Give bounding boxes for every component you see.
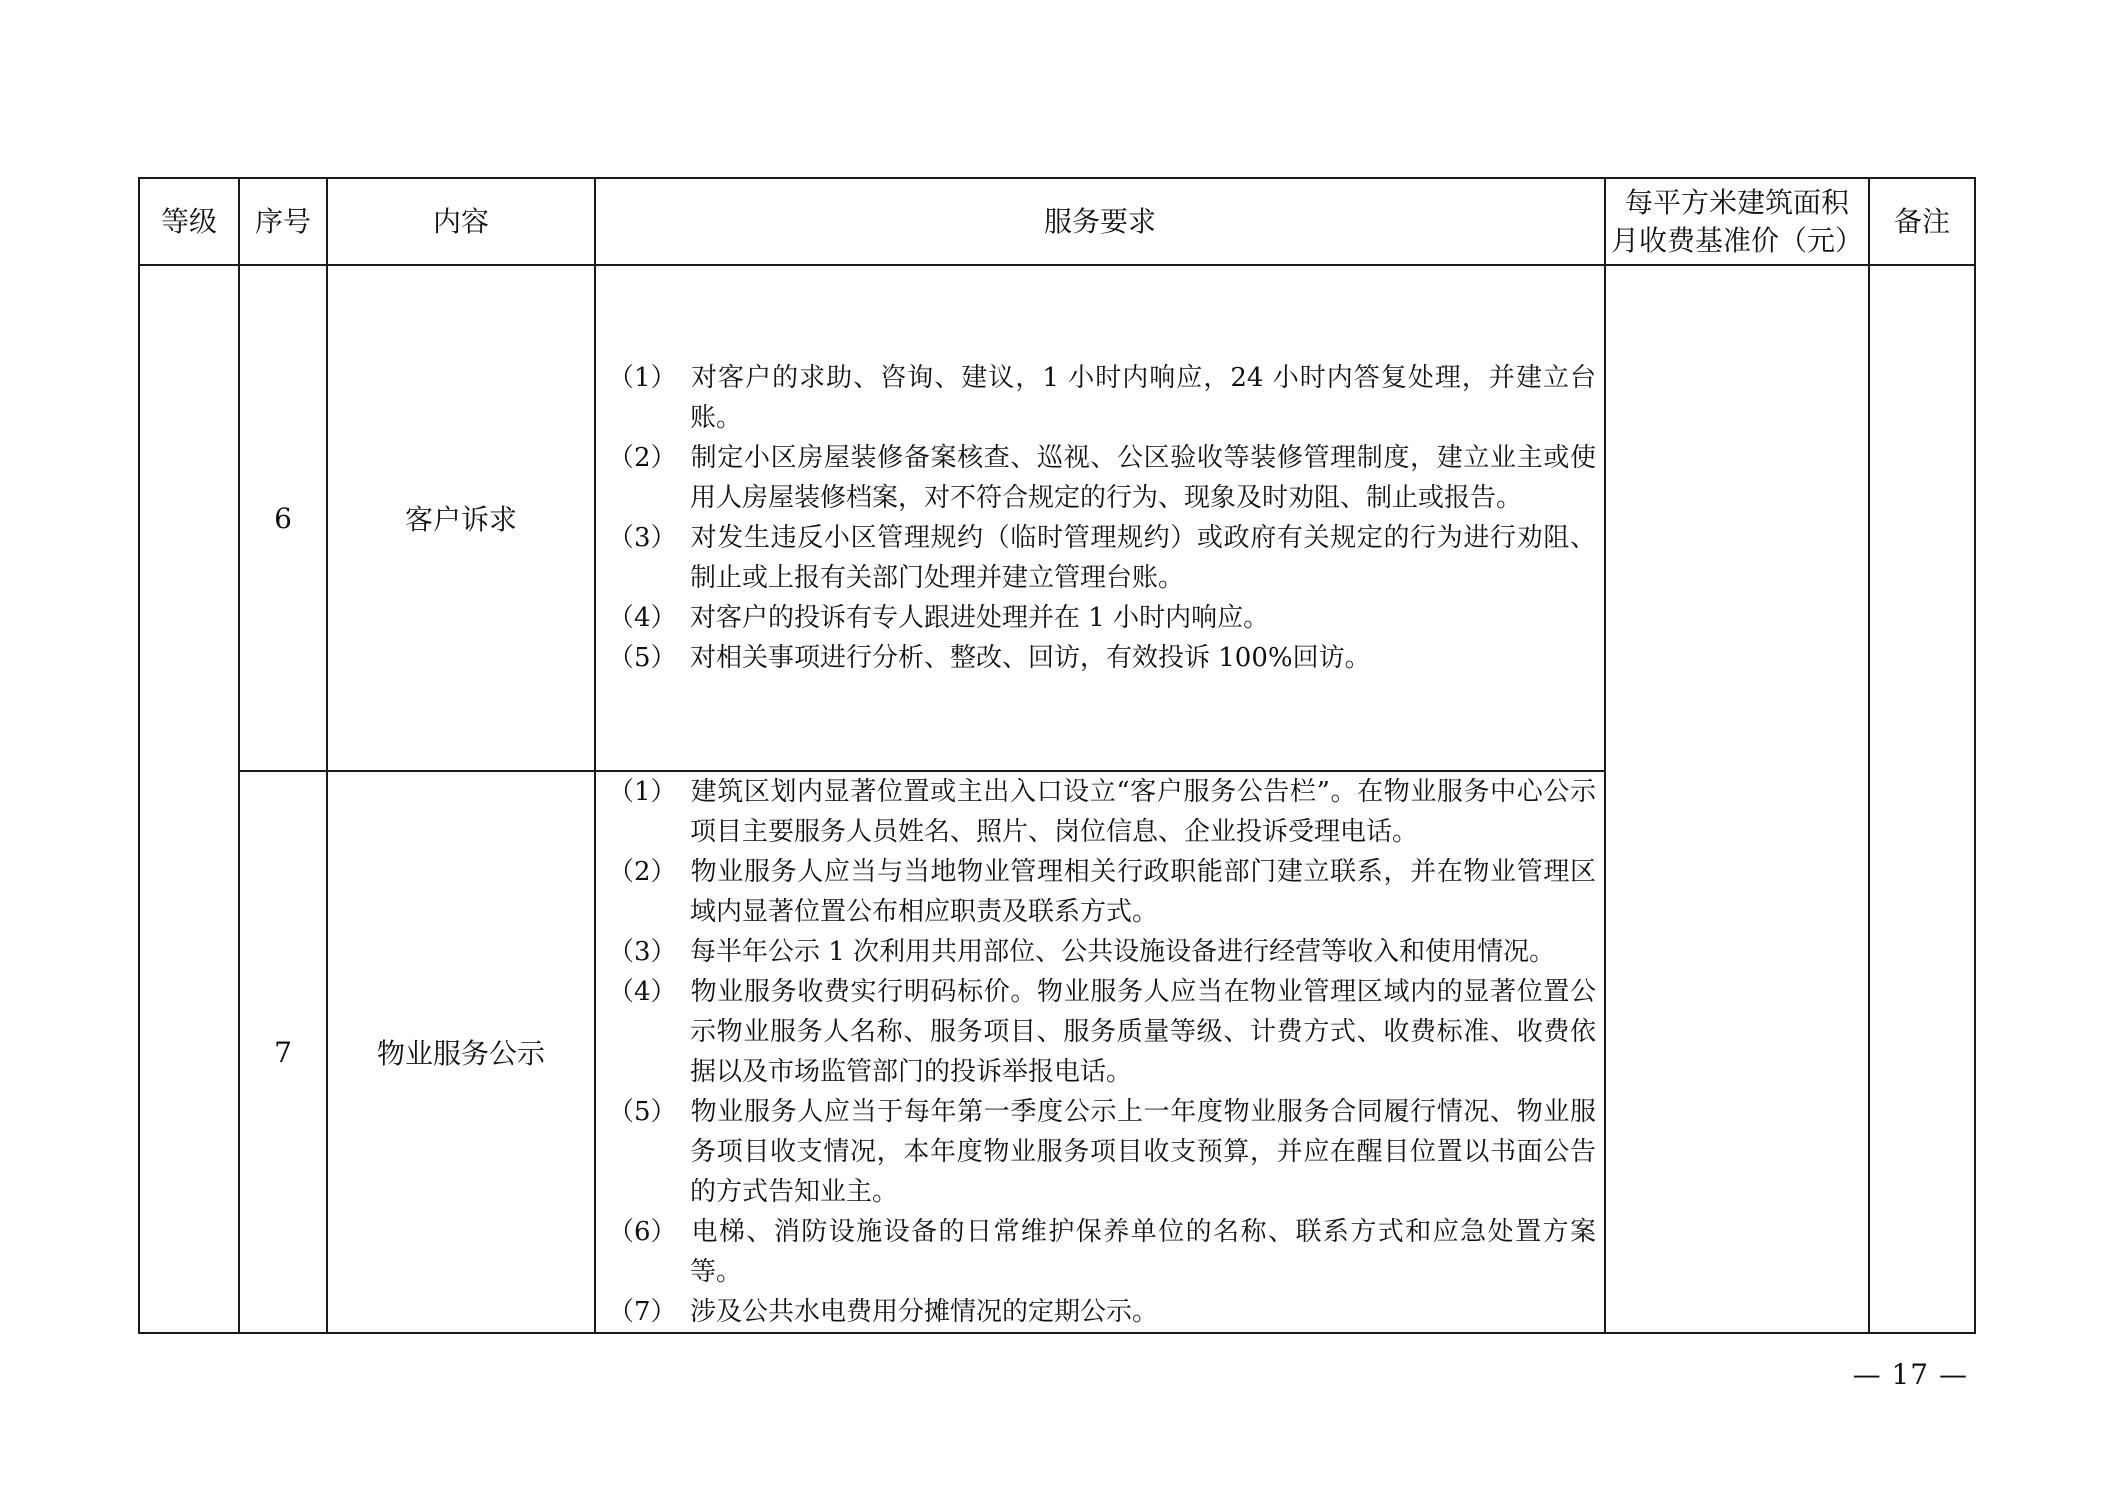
requirement-item — [608, 1092, 1596, 1212]
requirement-number: （5） — [608, 1097, 677, 1127]
header-price — [1605, 178, 1869, 265]
requirement-text: 对客户的投诉有专人跟进处理并在 1 小时内响应。 — [690, 603, 1270, 633]
content-name-cell: 客户诉求 — [327, 265, 595, 771]
requirement-number: （6） — [608, 1217, 677, 1247]
grade-cell — [139, 265, 239, 1333]
requirement-number: （7） — [608, 1297, 677, 1327]
requirement-text: 制定小区房屋装修备案核查、巡视、公区验收等装修管理制度，建立业主或使用人房屋装修档案，对不符合规定的行为、现象及时劝阻、制止或报告。 — [690, 443, 1596, 513]
requirement-text: 建筑区划内显著位置或主出入口设立“客户服务公告栏”。在物业服务中心公示项目主要服务人员姓名、照片、岗位信息、企业投诉受理电话。 — [690, 777, 1596, 847]
requirement-text: 对客户的求助、咨询、建议，1 小时内响应，24 小时内答复处理，并建立台账。 — [690, 363, 1596, 433]
page-number: — 17 — — [1852, 1358, 1968, 1391]
requirement-item — [608, 1292, 1596, 1332]
header-requirement: 服务要求 — [595, 178, 1605, 265]
requirement-number: （2） — [608, 857, 677, 887]
requirement-text: 物业服务收费实行明码标价。物业服务人应当在物业管理区域内的显著位置公示物业服务人名称、服务项目、服务质量等级、计费方式、收费标准、收费依据以及市场监管部门的投诉举报电话。 — [690, 977, 1596, 1087]
header-price-line1: 每平方米建筑面积 — [1624, 185, 1849, 219]
requirement-item — [608, 518, 1596, 598]
requirement-number: （3） — [608, 937, 677, 967]
requirement-item — [608, 852, 1596, 932]
header-remark: 备注 — [1869, 178, 1975, 265]
requirement-cell — [595, 265, 1605, 771]
header-seq: 序号 — [239, 178, 327, 265]
content-name-cell: 物业服务公示 — [327, 771, 595, 1333]
requirement-number: （1） — [608, 363, 677, 393]
requirement-text: 对相关事项进行分析、整改、回访，有效投诉 100%回访。 — [690, 643, 1371, 673]
seq-cell: 6 — [239, 265, 327, 771]
table-row — [139, 265, 1975, 771]
service-standard-table — [138, 177, 1976, 1334]
seq-cell: 7 — [239, 771, 327, 1333]
header-price-line2: 月收费基准价（元） — [1610, 223, 1863, 257]
header-content: 内容 — [327, 178, 595, 265]
requirement-cell — [595, 771, 1605, 1333]
requirement-item — [608, 598, 1596, 638]
requirement-text: 每半年公示 1 次利用共用部位、公共设施设备进行经营等收入和使用情况。 — [690, 937, 1556, 967]
requirement-item — [608, 358, 1596, 438]
requirement-text: 物业服务人应当与当地物业管理相关行政职能部门建立联系，并在物业管理区域内显著位置公布相应职责及联系方式。 — [690, 857, 1596, 927]
requirement-number: （3） — [608, 523, 677, 553]
requirement-number: （2） — [608, 443, 677, 473]
requirement-item — [608, 638, 1596, 678]
requirement-item — [608, 972, 1596, 1092]
price-cell — [1605, 265, 1869, 1333]
table-header-row — [139, 178, 1975, 265]
requirement-text: 涉及公共水电费用分摊情况的定期公示。 — [690, 1297, 1159, 1327]
requirement-item — [608, 772, 1596, 852]
requirement-number: （4） — [608, 603, 677, 633]
requirement-item — [608, 1212, 1596, 1292]
requirement-text: 对发生违反小区管理规约（临时管理规约）或政府有关规定的行为进行劝阻、制止或上报有关部门处理并建立管理台账。 — [690, 523, 1596, 593]
requirement-number: （4） — [608, 977, 677, 1007]
remark-cell — [1869, 265, 1975, 1333]
requirement-text: 电梯、消防设施设备的日常维护保养单位的名称、联系方式和应急处置方案等。 — [690, 1217, 1596, 1287]
requirement-item — [608, 932, 1596, 972]
requirement-number: （1） — [608, 777, 677, 807]
requirement-text: 物业服务人应当于每年第一季度公示上一年度物业服务合同履行情况、物业服务项目收支情况，本年度物业服务项目收支预算，并应在醒目位置以书面公告的方式告知业主。 — [690, 1097, 1596, 1207]
header-grade: 等级 — [139, 178, 239, 265]
requirement-number: （5） — [608, 643, 677, 673]
requirement-item — [608, 438, 1596, 518]
